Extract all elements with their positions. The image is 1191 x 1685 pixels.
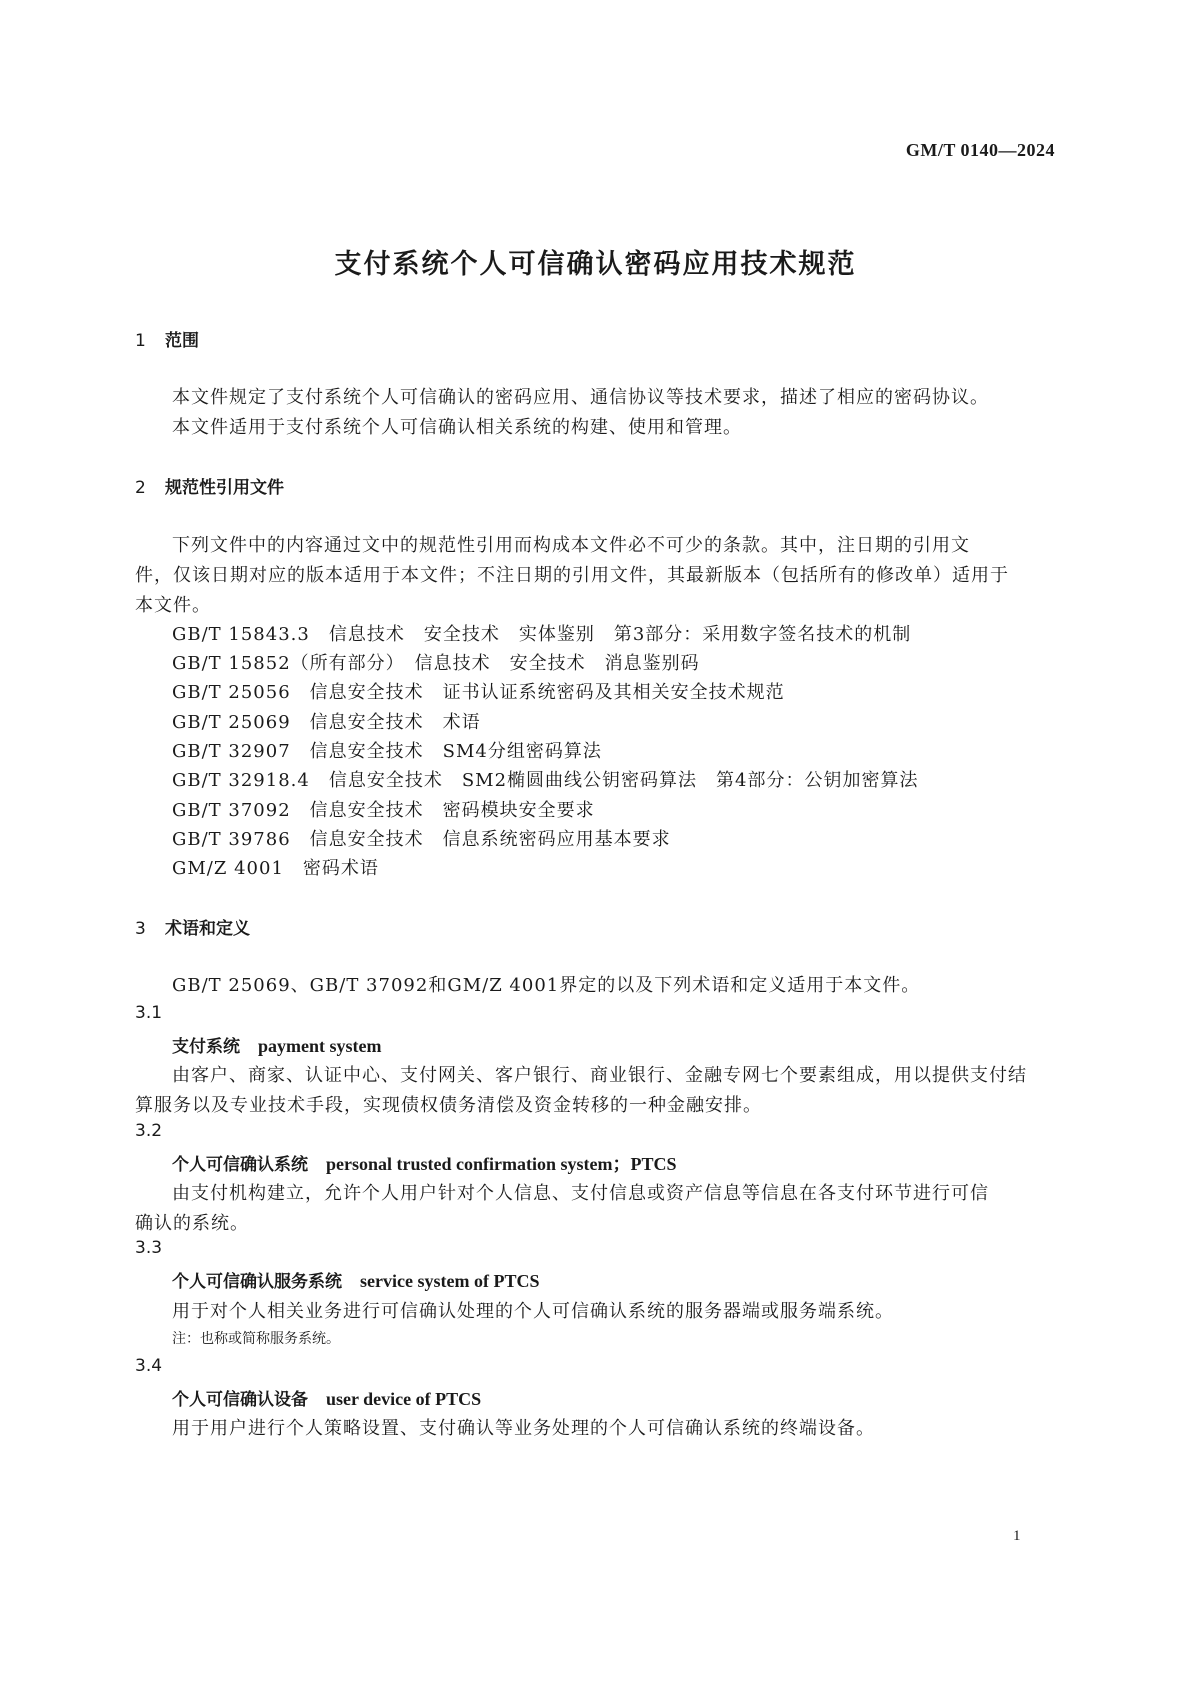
section-number: 1 — [135, 331, 146, 351]
section-number: 2 — [135, 478, 146, 498]
document-title: 支付系统个人可信确认密码应用技术规范 — [334, 249, 857, 280]
paragraph-line: 本文件。 — [135, 595, 211, 616]
definition-line: 用于对个人相关业务进行可信确认处理的个人可信确认系统的服务器端或服务端系统。 — [172, 1301, 894, 1322]
reference-item: GB/T 37092 信息安全技术 密码模块安全要求 — [172, 800, 595, 821]
reference-item: GB/T 32907 信息安全技术 SM4分组密码算法 — [172, 741, 602, 762]
term-note: 注：也称或简称服务系统。 — [172, 1331, 340, 1347]
term-en: payment system — [258, 1036, 382, 1056]
standard-code: GM/T 0140—2024 — [905, 140, 1055, 160]
section-number: 3 — [135, 919, 146, 939]
section-2-heading — [135, 473, 284, 498]
reference-item: GB/T 25069 信息安全技术 术语 — [172, 712, 481, 733]
term-number: 3.1 — [135, 1003, 163, 1023]
term-entry — [172, 1267, 539, 1292]
reference-item: GB/T 32918.4 信息安全技术 SM2椭圆曲线公钥密码算法 第4部分：公钥加密算法 — [172, 770, 919, 791]
term-zh: 个人可信确认系统 — [172, 1155, 308, 1175]
section-title: 规范性引用文件 — [165, 478, 284, 498]
definition-line: 由支付机构建立，允许个人用户针对个人信息、支付信息或资产信息等信息在各支付环节进行可信 — [172, 1183, 989, 1204]
reference-item: GB/T 15852（所有部分） 信息技术 安全技术 消息鉴别码 — [172, 653, 700, 674]
term-en: user device of PTCS — [326, 1389, 482, 1409]
definition-line: 算服务以及专业技术手段，实现债权债务清偿及资金转移的一种金融安排。 — [135, 1095, 762, 1116]
definition-line: 用于用户进行个人策略设置、支付确认等业务处理的个人可信确认系统的终端设备。 — [172, 1418, 875, 1439]
term-number: 3.2 — [135, 1121, 163, 1141]
reference-item: GB/T 25056 信息安全技术 证书认证系统密码及其相关安全技术规范 — [172, 682, 785, 703]
section-1-heading — [135, 326, 199, 351]
definition-line: 由客户、商家、认证中心、支付网关、客户银行、商业银行、金融专网七个要素组成，用以提供支付结 — [172, 1065, 1027, 1086]
term-zh: 个人可信确认服务系统 — [172, 1272, 342, 1292]
term-en: personal trusted confirmation system；PTCS — [326, 1154, 677, 1174]
definition-line: 确认的系统。 — [135, 1213, 249, 1234]
paragraph-line: 件，仅该日期对应的版本适用于本文件；不注日期的引用文件，其最新版本（包括所有的修改单）适用于 — [135, 565, 1009, 586]
page-number: 1 — [1013, 1528, 1021, 1544]
term-zh: 个人可信确认设备 — [172, 1390, 308, 1410]
term-number: 3.4 — [135, 1356, 163, 1376]
term-entry — [172, 1150, 676, 1176]
reference-item: GB/T 39786 信息安全技术 信息系统密码应用基本要求 — [172, 829, 671, 850]
paragraph: 本文件规定了支付系统个人可信确认的密码应用、通信协议等技术要求，描述了相应的密码协议。 — [172, 387, 989, 408]
section-title: 术语和定义 — [165, 919, 250, 939]
reference-item: GM/Z 4001 密码术语 — [172, 858, 379, 879]
paragraph-line: 下列文件中的内容通过文中的规范性引用而构成本文件必不可少的条款。其中，注日期的引用文 — [172, 535, 970, 556]
term-entry — [172, 1032, 382, 1057]
reference-item: GB/T 15843.3 信息技术 安全技术 实体鉴别 第3部分：采用数字签名技术的机制 — [172, 624, 912, 645]
paragraph: GB/T 25069、GB/T 37092和GM/Z 4001界定的以及下列术语和定义适用于本文件。 — [172, 975, 921, 996]
term-number: 3.3 — [135, 1238, 163, 1258]
paragraph: 本文件适用于支付系统个人可信确认相关系统的构建、使用和管理。 — [172, 417, 742, 438]
section-3-heading — [135, 914, 250, 939]
term-entry — [172, 1385, 481, 1410]
section-title: 范围 — [165, 331, 199, 351]
term-en: service system of PTCS — [360, 1271, 540, 1291]
term-zh: 支付系统 — [172, 1037, 240, 1057]
